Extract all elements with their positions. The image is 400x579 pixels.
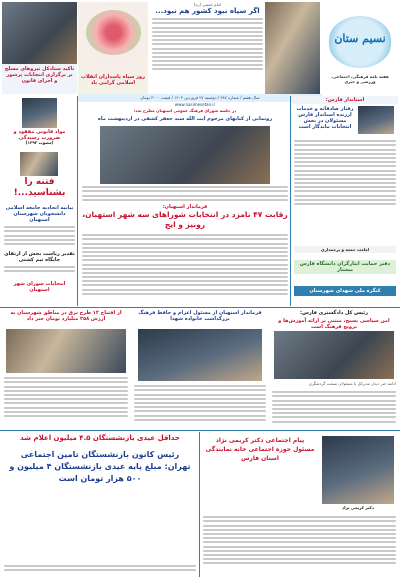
slogan-body — [150, 18, 265, 70]
main-top-banner — [80, 116, 290, 124]
right-heading: استاندار فارس: — [292, 96, 398, 104]
mid-right-photo — [274, 331, 394, 379]
mid-right-headline: ادامه خبر دیدار مدیرکل با مسئولان صنعت گردشگری — [308, 381, 396, 386]
sidebar-item5 — [2, 280, 77, 306]
main-meeting-photo — [100, 126, 270, 184]
right-quote: رفتار صادقانه و خدمات ارزنده استاندار فارس مسئولان در بخش انتخابات ماندگار است — [296, 106, 354, 130]
main-headline — [80, 204, 290, 232]
top-left-portrait — [2, 2, 77, 64]
calligraphy-text: روز سپاه پاسداران انقلاب اسلامی گرامی باد — [80, 74, 146, 86]
top-left-caption — [2, 64, 77, 94]
mid-center-photo — [138, 329, 262, 381]
bottom-left-headline: حداقل عیدی بازنشستگان ۴.۵ میلیون اعلام شد — [20, 434, 180, 442]
sidebar-item2 — [2, 96, 77, 148]
right-column — [292, 96, 398, 306]
issue-line: سال هفتم / شماره ۲۸۷ / دوشنبه ۲۷ فروردین ۱۴۰۳ / قیمت ۳۰۰۰ تومان — [140, 95, 260, 100]
sidebar-item5-text: انتخابات شورای شهر استهبان — [13, 281, 66, 293]
main-top-banner-text: رونمایی از کتابهای مرحوم آیت الله سید جعفر کشفی در اردیبهشت ماه — [97, 116, 273, 122]
mid-divider — [0, 307, 400, 308]
slogan-attr: امام خمینی (ره) — [193, 2, 222, 7]
sidebar-item2-photo — [22, 98, 57, 128]
slogan-line-1: فتنه را — [24, 177, 55, 187]
bottom-right-author: دکتر کریمی نژاد — [342, 505, 374, 510]
main-headline-title: رقابت ۴۷ نامزد در انتخابات شوراهای سه شهر استهبان، رونیز و ایج — [82, 210, 288, 229]
mid-left — [2, 309, 130, 429]
masthead-title: نسیم ستان — [334, 32, 386, 45]
bottom-divider — [0, 430, 400, 431]
masthead — [322, 2, 398, 94]
right-note1: امامت جمعه و پرچمداری — [294, 246, 396, 253]
sidebar-item4 — [2, 250, 77, 278]
right-portrait — [358, 106, 394, 134]
bottom-left-body: رئیس کانون بازنشستگان تامین اجتماعی تهران: مبلغ پایه عیدی بازنشستگان ۴ میلیون و ۵۰۰ هزار تومان است — [9, 450, 191, 483]
right-note2: دفتر حمایت ایثارگران دانشگاه فارس پیشتاز — [294, 260, 396, 274]
sidebar-item2-sub: (مصوب ۱۳۹۳) — [25, 140, 54, 145]
main-sub-banner-text: در جلسه شورای فرهنگ عمومی استهبان مطرح شد: — [133, 108, 237, 113]
bottom-right-headline: پیام اجتماعی دکتر کریمی نژاد مسئول حوزه اجتماعی خانه نمایندگی استان فارس — [205, 437, 315, 462]
bottom-center-divider — [199, 432, 200, 577]
slogan-title: اگر سپاه نبود کشور هم نبود... — [155, 7, 260, 15]
bottom-right — [201, 432, 398, 577]
main-sub-banner — [80, 108, 290, 116]
sidebar-item2-title: مواد قانونی مفقود و ضرورت رسیدگی — [13, 129, 66, 141]
sidebar-divider — [77, 96, 78, 306]
main-headline-kicker: فرماندار استهبان: — [162, 204, 208, 210]
sidebar-item-slogan — [2, 150, 77, 202]
sidebar-item4-text: تقدیر ریاست بخش از ارتقای جایگاه تیم کشتی — [4, 251, 75, 263]
mid-right — [270, 309, 398, 429]
issue-bar — [78, 94, 322, 102]
main-photo-caption — [80, 184, 290, 204]
sidebar-item1-text: تاکید ستادکل نیروهای مسلح بر برگزاری انتخابات پرشور و اجرای قانون — [4, 66, 75, 84]
article-heading: رئیس کل دادگستری فارس: — [300, 310, 368, 316]
slogan-line-2: بشناسید...! — [13, 188, 66, 198]
bottom-left — [2, 432, 198, 577]
bottom-right-portrait — [322, 436, 394, 504]
leader-portrait — [265, 2, 320, 94]
mid-center-headline: فرماندار استهبان از مسئول اعزام و حافظ فرهنگ بزرگداشت خانواده شهدا — [138, 310, 262, 322]
article-title: امن سیاسی بسیج، مبتنی بر ارائه آموزش‌ها و ترویج فرهنگ است — [278, 318, 390, 330]
sidebar-slogan-photo — [20, 152, 58, 176]
website-link[interactable]: www.nasimesetan.ir — [174, 102, 216, 107]
mid-left-headline: از افتتاح ۱۲ طرح برق در مناطق شهرستان به ارزش ۳۵۸ میلیارد تومان خبر داد — [10, 310, 122, 322]
masthead-subtitle: هفته نامه فرهنگی، اجتماعی، ورزشی و خبری — [331, 74, 389, 84]
main-headline-body — [80, 232, 290, 306]
mid-center — [132, 309, 268, 429]
right-note3: کنگره ملی شهدای شهرستان — [294, 286, 396, 296]
calligraphy-panel — [78, 2, 148, 94]
sidebar-item3 — [2, 204, 77, 248]
right-divider — [290, 96, 291, 306]
sidebar-item3-text: بیانیه اتحادیه جامعه اسلامی دانشجویان شهرستان استهبان — [5, 205, 74, 223]
mid-left-photo — [6, 329, 126, 373]
flower-icon — [86, 10, 141, 55]
slogan-article — [150, 2, 265, 94]
